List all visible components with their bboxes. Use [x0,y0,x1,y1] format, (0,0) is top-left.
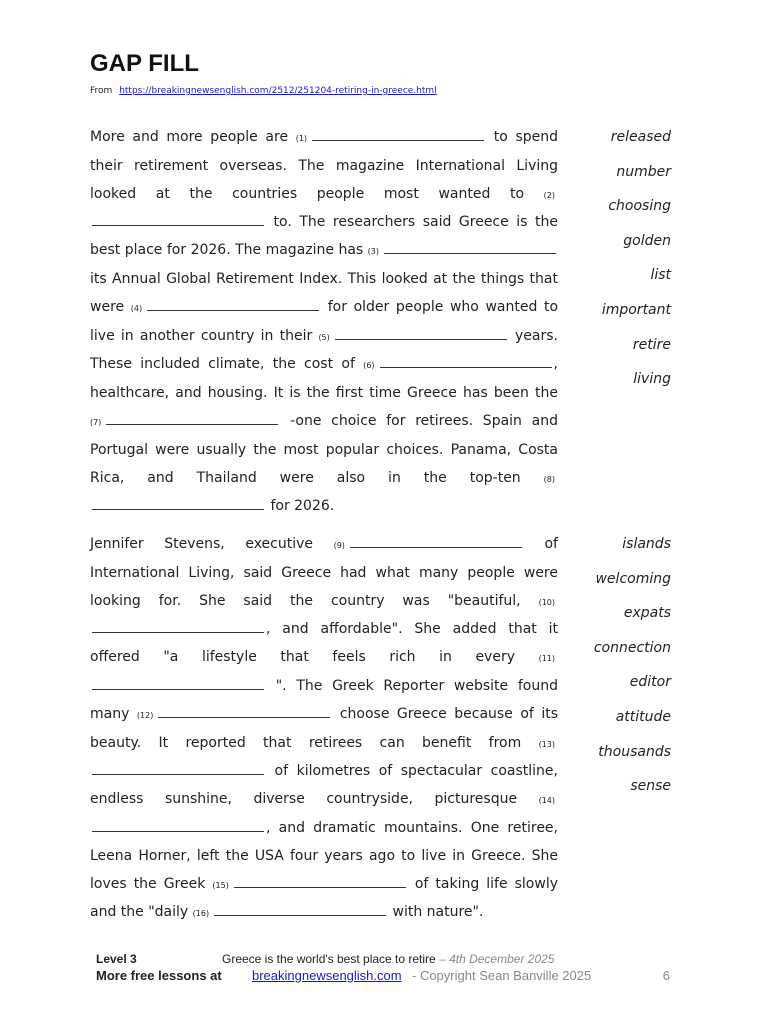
gap-blank[interactable] [214,905,386,916]
word-bank-item: number [616,163,671,180]
gap-blank[interactable] [350,537,522,548]
source-link[interactable]: https://breakingnewsenglish.com/2512/251204-retiring-in-greece.html [119,86,437,96]
paragraph-text: of International Living, said Greece had what many people were looking for. She said the country was "beautiful, [90,536,558,609]
gap-number: (6) [363,361,375,371]
gap-number: (8) [543,474,555,484]
footer-site-link[interactable]: breakingnewsenglish.com [252,968,402,983]
word-bank-item: connection [593,639,671,656]
gap-blank[interactable] [92,499,264,510]
footer [96,952,676,984]
source-line [90,86,437,96]
word-bank-item: important [601,301,671,318]
word-bank-item: welcoming [595,570,671,587]
word-bank-2 [561,531,671,808]
paragraph-text: choose Greece because of its beauty. It reported that retirees can benefit from [90,705,559,751]
gap-blank[interactable] [92,215,264,226]
gap-blank[interactable] [92,764,264,775]
paragraph-text: for 2026. [266,498,335,515]
gap-blank[interactable] [92,821,264,832]
page-number: 6 [662,968,670,983]
footer-article [222,952,554,966]
gap-number: (7) [90,417,102,427]
paragraph-text: its Annual Global Retirement Index. This looked at the things that were [90,270,558,315]
word-bank-item: released [610,129,671,145]
gap-blank[interactable] [106,414,278,425]
gap-number: (4) [130,303,143,313]
footer-copyright: - Copyright Sean Banville 2025 [412,968,592,983]
gap-blank[interactable] [384,243,556,254]
word-bank-item: list [650,267,671,284]
word-bank-item: golden [623,232,671,249]
paragraph-text: of taking life slowly and the "daily [90,875,558,921]
word-bank-item: editor [629,674,671,691]
gap-number: (2) [543,190,555,200]
word-bank-item: retire [632,336,671,353]
gap-number: (12) [136,710,154,720]
word-bank-item: living [633,371,671,388]
gap-blank[interactable] [312,130,484,141]
gap-fill-paragraph-1 [90,124,558,521]
gap-blank[interactable] [158,707,330,718]
paragraph-text: to spend their retirement overseas. The magazine International Living looked at the countries people most wanted to [90,129,558,202]
paragraph-text: with nature". [388,904,484,921]
word-bank-item: sense [630,778,671,795]
gap-number: (10) [538,597,555,607]
gap-number: (3) [367,247,379,257]
paragraph-text: to. The researchers said Greece is the best place for 2026. The magazine has [90,214,558,259]
word-bank-item: choosing [608,198,671,215]
word-bank-item: attitude [615,708,671,725]
gap-blank[interactable] [380,357,552,368]
paragraph-text: Jennifer Stevens, executive [90,536,334,552]
footer-article-title: Greece is the world's best place to retire [222,952,436,966]
footer-level: Level 3 [96,952,137,966]
gap-number: (13) [538,739,555,749]
gap-blank[interactable] [234,877,406,888]
gap-blank[interactable] [335,329,507,340]
paragraph-text: of kilometres of spectacular coastline, endless sunshine, diverse countryside, picturesque [90,763,558,808]
paragraph-text: ". The Greek Reporter website found many [90,677,558,722]
gap-blank[interactable] [92,679,264,690]
footer-article-date: – 4th December 2025 [435,952,555,966]
paragraph-text: , healthcare, and housing. It is the first time Greece has been the [90,356,558,402]
paragraph-text: years. These included climate, the cost of [90,327,558,373]
paragraph-text: -one choice for retirees. Spain and Portugal were usually the most popular choices. Panama, Costa Rica, and Thailand were also in the top-ten [90,412,558,486]
source-prefix: From [90,86,113,96]
paragraph-text: More and more people are [90,129,296,145]
word-bank-1 [561,124,671,401]
word-bank-item: expats [623,605,671,622]
gap-fill-paragraph-2 [90,531,558,928]
footer-more-label: More free lessons at [96,968,222,983]
word-bank-item: thousands [598,743,671,760]
gap-number: (16) [192,909,210,919]
paragraph-text: for older people who wanted to live in another country in their [90,298,559,344]
gap-number: (14) [538,796,555,806]
gap-number: (1) [295,134,308,143]
word-bank-item: islands [622,536,671,552]
paragraph-text: , and affordable". She added that it offered "a lifestyle that feels rich in every [90,621,558,666]
gap-blank[interactable] [92,622,264,633]
page-title: GAP FILL [90,50,199,77]
gap-number: (5) [318,332,330,342]
gap-number: (11) [538,654,555,664]
gap-blank[interactable] [147,300,319,311]
gap-number: (9) [333,541,345,550]
paragraph-text: , and dramatic mountains. One retiree, Leena Horner, left the USA four years ago to live in Greece. She loves the Greek [90,819,558,892]
gap-number: (15) [212,880,229,890]
